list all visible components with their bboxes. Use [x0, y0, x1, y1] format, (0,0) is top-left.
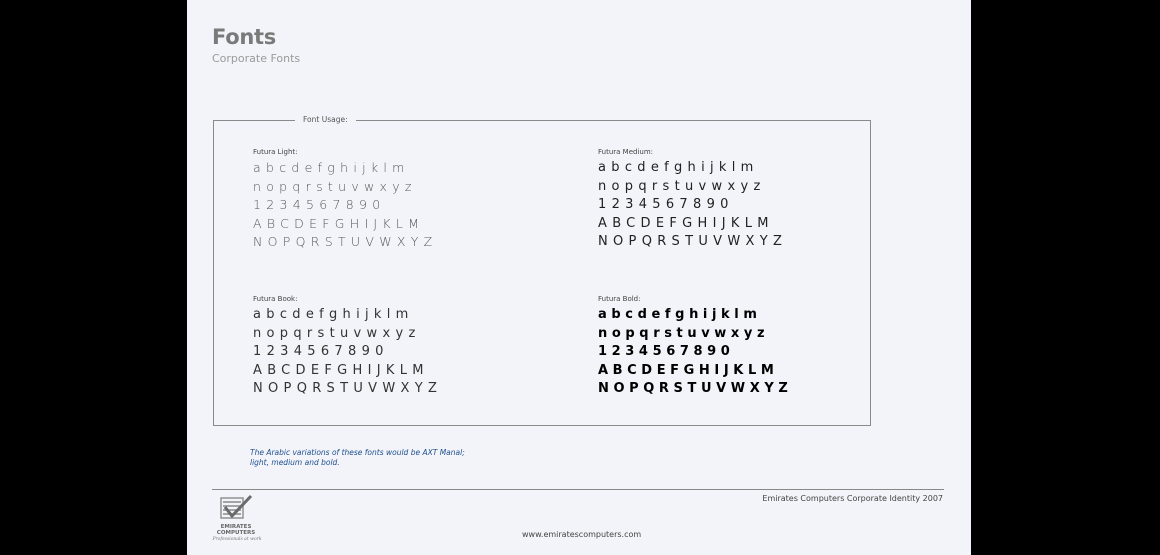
specimen-futura-light	[253, 148, 438, 252]
specimen-line: ABCDEFGHIJKLM	[253, 215, 425, 231]
arabic-font-note	[250, 448, 470, 468]
specimen-line: NOPQRSTUVWXYZ	[598, 381, 793, 396]
specimen-line: ABCDEFGHIJKLM	[253, 362, 429, 378]
specimen-label: Futura Book:	[253, 295, 298, 303]
specimen-line: 1234567890	[598, 344, 735, 359]
logo-wordmark	[211, 524, 261, 536]
logo-tagline: Professionals at work	[212, 537, 262, 542]
specimen-line: nopqrstuvwxyz	[253, 325, 421, 341]
font-usage-legend: Font Usage:	[295, 115, 356, 124]
specimen-label: Futura Light:	[253, 148, 298, 156]
specimen-line: nopqrstuvwxyz	[598, 178, 766, 194]
specimen-line: nopqrstuvwxyz	[253, 178, 417, 194]
footer-divider	[212, 489, 944, 490]
specimen-line: abcdefghijklm	[598, 307, 762, 322]
footer-identity: Emirates Computers Corporate Identity 2007	[762, 494, 943, 503]
specimen-line: abcdefghijklm	[598, 160, 759, 175]
specimen-line: NOPQRSTUVWXYZ	[253, 234, 438, 249]
specimen-line: 1234567890	[253, 344, 389, 359]
footer-url: www.emiratescomputers.com	[522, 530, 642, 539]
logo-wordmark-line: COMPUTERS	[216, 530, 256, 536]
specimen-futura-bold	[598, 295, 792, 399]
page-subtitle: Corporate Fonts	[212, 52, 301, 65]
document-page	[187, 0, 971, 555]
note-line: light, medium and bold.	[250, 458, 340, 467]
specimen-line: ABCDEFGHIJKLM	[598, 362, 779, 378]
specimen-line: NOPQRSTUVWXYZ	[598, 234, 788, 249]
specimen-futura-book	[253, 295, 442, 399]
specimen-label: Futura Bold:	[598, 295, 641, 303]
specimen-line: abcdefghijklm	[253, 307, 414, 322]
note-line: The Arabic variations of these fonts would be AXT Manal;	[250, 448, 465, 457]
logo-wordmark-line: EMIRATES	[220, 524, 252, 530]
specimen-line: nopqrstuvwxyz	[598, 325, 770, 341]
logo-checkmark-icon	[211, 494, 271, 524]
specimen-label: Futura Medium:	[598, 148, 654, 156]
specimen-line: 1234567890	[253, 197, 386, 212]
specimen-line: NOPQRSTUVWXYZ	[253, 381, 443, 396]
specimen-line: 1234567890	[598, 197, 734, 212]
page-title: Fonts	[212, 25, 276, 49]
specimen-futura-medium	[598, 148, 787, 252]
specimen-line: ABCDEFGHIJKLM	[598, 215, 774, 231]
specimen-line: abcdefghijklm	[253, 160, 410, 175]
